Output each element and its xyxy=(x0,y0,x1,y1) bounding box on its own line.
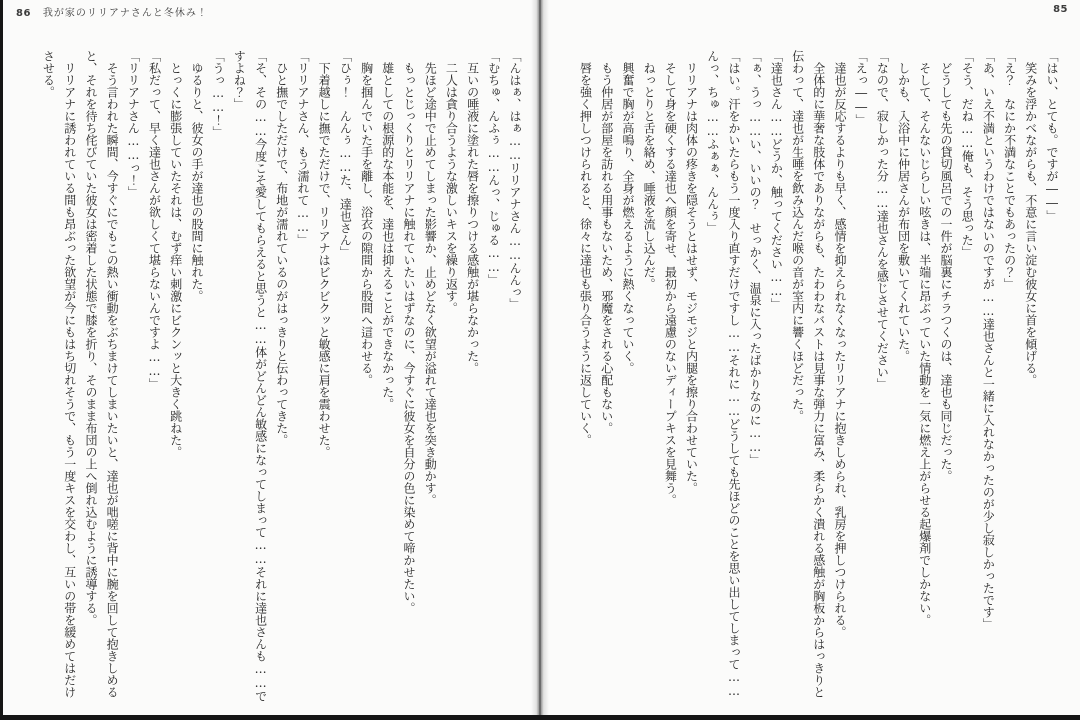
paragraph: 二人は貪り合うような激しいキスを繰り返す。 xyxy=(444,62,459,314)
paragraph: 「うっ……！」 xyxy=(211,50,226,138)
paragraph: ゆるりと、彼女の手が達也の股間に触れた。 xyxy=(189,62,204,302)
paragraph: 「なので、寂しかった分……達也さんを感じさせてください」 xyxy=(875,50,890,390)
running-header-left xyxy=(16,4,208,19)
running-header-right xyxy=(1053,4,1068,15)
paragraph: リリアナに誘われている間も昂ぶった欲望が今にもはち切れそうで、もう一度キスを交わし、互いの帯を緩めてはだけさせる。 xyxy=(41,50,77,698)
paragraph: 「そ、その……今度こそ愛してもらえると思うと……体がどんどん敏感になってしまって……それに達也さんも……ですよね？」 xyxy=(232,50,268,702)
paragraph: そう言われた瞬間、今すぐにでもこの熱い衝動をぶちまけてしまいたいと、達也が咄嗟に背中に腕を回して抱きしめると、それを待ち侘びていた彼女は密着した状態で膝を折り、そのまま布団の上へ倒れ込むように誘導する。 xyxy=(83,50,120,698)
paragraph: 「ひぅ！ んんぅ……た、達也さん」 xyxy=(338,50,353,258)
paragraph: どうしても先の貸切風呂での一件が脳裏にチラつくのは、達也も同じだった。 xyxy=(938,62,953,482)
paragraph: しかも、入浴中に仲居さんが布団を敷いてくれていた。 xyxy=(896,62,911,362)
paragraph: 「そう、だね……俺も、そう思った」 xyxy=(960,50,975,258)
paragraph: 「達也さん……どうか、触ってください……」 xyxy=(769,50,784,310)
paragraph: そして、そんないじらしい呟きは、半端に昂ぶっていた情動を一気に燃え上がらせる起爆剤でしかない。 xyxy=(917,62,932,626)
paragraph: 「リリアナさん、もう濡れて……」 xyxy=(295,50,310,246)
paragraph: 胸を掴んでいた手を離し、浴衣の隙間から股間へ這わせる。 xyxy=(359,62,374,386)
paragraph: 唇を強く押しつけられると、徐々に達也も張り合うように返していく。 xyxy=(578,62,593,446)
paragraph: 「えっ――」 xyxy=(854,50,869,126)
page-left-body-text xyxy=(31,50,525,702)
paragraph: 「え？ なにか不満なことでもあったの？」 xyxy=(1002,50,1017,290)
paragraph: 「ぁ、うっ……い、いいの？ せっかく、温泉に入ったばかりなのに……」 xyxy=(748,50,763,466)
book-edge-bottom xyxy=(0,715,1080,720)
paragraph: もう仲居が部屋を訪れる用事もないため、邪魔をされる心配もない。 xyxy=(599,62,614,434)
page-right-body-text xyxy=(568,50,1062,702)
paragraph: 「リリアナさん……っ！」 xyxy=(126,50,141,198)
page-number-left: 86 xyxy=(16,8,31,19)
paragraph: 笑みを浮かべながらも、不意に言い淀む彼女に首を傾げる。 xyxy=(1023,62,1038,386)
page-number-right: 85 xyxy=(1053,4,1068,15)
running-title: 我が家のリリアナさんと冬休み！ xyxy=(42,8,208,19)
paragraph: ねっとりと舌を絡め、唾液を流し込んだ。 xyxy=(642,62,657,290)
paragraph: もっとじっくりとリリアナに触れていたいはずなのに、今すぐに彼女を自分の色に染めて啼かせたい。 xyxy=(401,62,416,614)
paragraph: 下着越しに撫でただけで、リリアナはビクビクッと敏感に肩を震わせた。 xyxy=(317,62,332,458)
paragraph: 「はい、とても。ですが――」 xyxy=(1045,50,1059,222)
paragraph: 互いの唾液に塗れた唇を擦りつける感触が堪らなかった。 xyxy=(465,62,480,374)
paragraph: 「んはぁ、はぁ……リリアナさん……んんっ」 xyxy=(508,50,522,310)
paragraph: 先ほど途中で止めてしまった影響か、止めどなく欲望が溢れて達也を突き動かす。 xyxy=(423,62,438,506)
paragraph: 雄としての根源的な本能を、達也は抑えることができなかった。 xyxy=(380,62,395,410)
paragraph: 「むちゅ、んふぅ……んっ、じゅる……」 xyxy=(486,50,501,286)
book-edge-left xyxy=(0,0,3,720)
paragraph: 「はい。汗をかいたらもう一度入り直すだけですし……それに……どうしても先ほどのことを思い出してしまって……んっ、ちゅ……ふぁぁ、んんぅ」 xyxy=(705,50,741,698)
paragraph: ひと撫でしただけで、布地が濡れているのがはっきりと伝わってきた。 xyxy=(274,62,289,446)
paragraph: とっくに膨張していたそれは、むず痒い刺激にビクンッと大きく跳ねた。 xyxy=(168,62,183,458)
paragraph: 興奮で胸が高鳴り、全身が燃えるように熱くなっていく。 xyxy=(620,62,635,374)
paragraph: 達也が反応するよりも早く、感情を抑えられなくなったリリアナに抱きしめられ、乳房を押しつけられる。 xyxy=(832,62,847,638)
paragraph: 「あ、いえ不満というわけではないのですが……達也さんと一緒に入れなかったのが少し寂しかったです」 xyxy=(981,50,996,630)
paragraph: 全体的に華奢な肢体でありながらも、たわわなバストは見事な弾力に富み、柔らかく潰れる感触が胸板からはっきりと伝わって、達也が生唾を飲み込んだ喉の音が室内に響くほどだった。 xyxy=(790,50,826,698)
paragraph: 「私だって、早く達也さんが欲しくて堪らないんですよ……」 xyxy=(147,50,162,390)
paragraph: そして身を硬くする達也へ顔を寄せ、最初から遠慮のないディープキスを見舞う。 xyxy=(663,62,678,506)
page-left[interactable] xyxy=(0,0,540,715)
page-right[interactable] xyxy=(540,0,1080,715)
page-gutter-divider xyxy=(531,0,549,720)
paragraph: リリアナは肉体の疼きを隠そうとはせず、モジモジと内腿を擦り合わせていた。 xyxy=(684,62,699,494)
